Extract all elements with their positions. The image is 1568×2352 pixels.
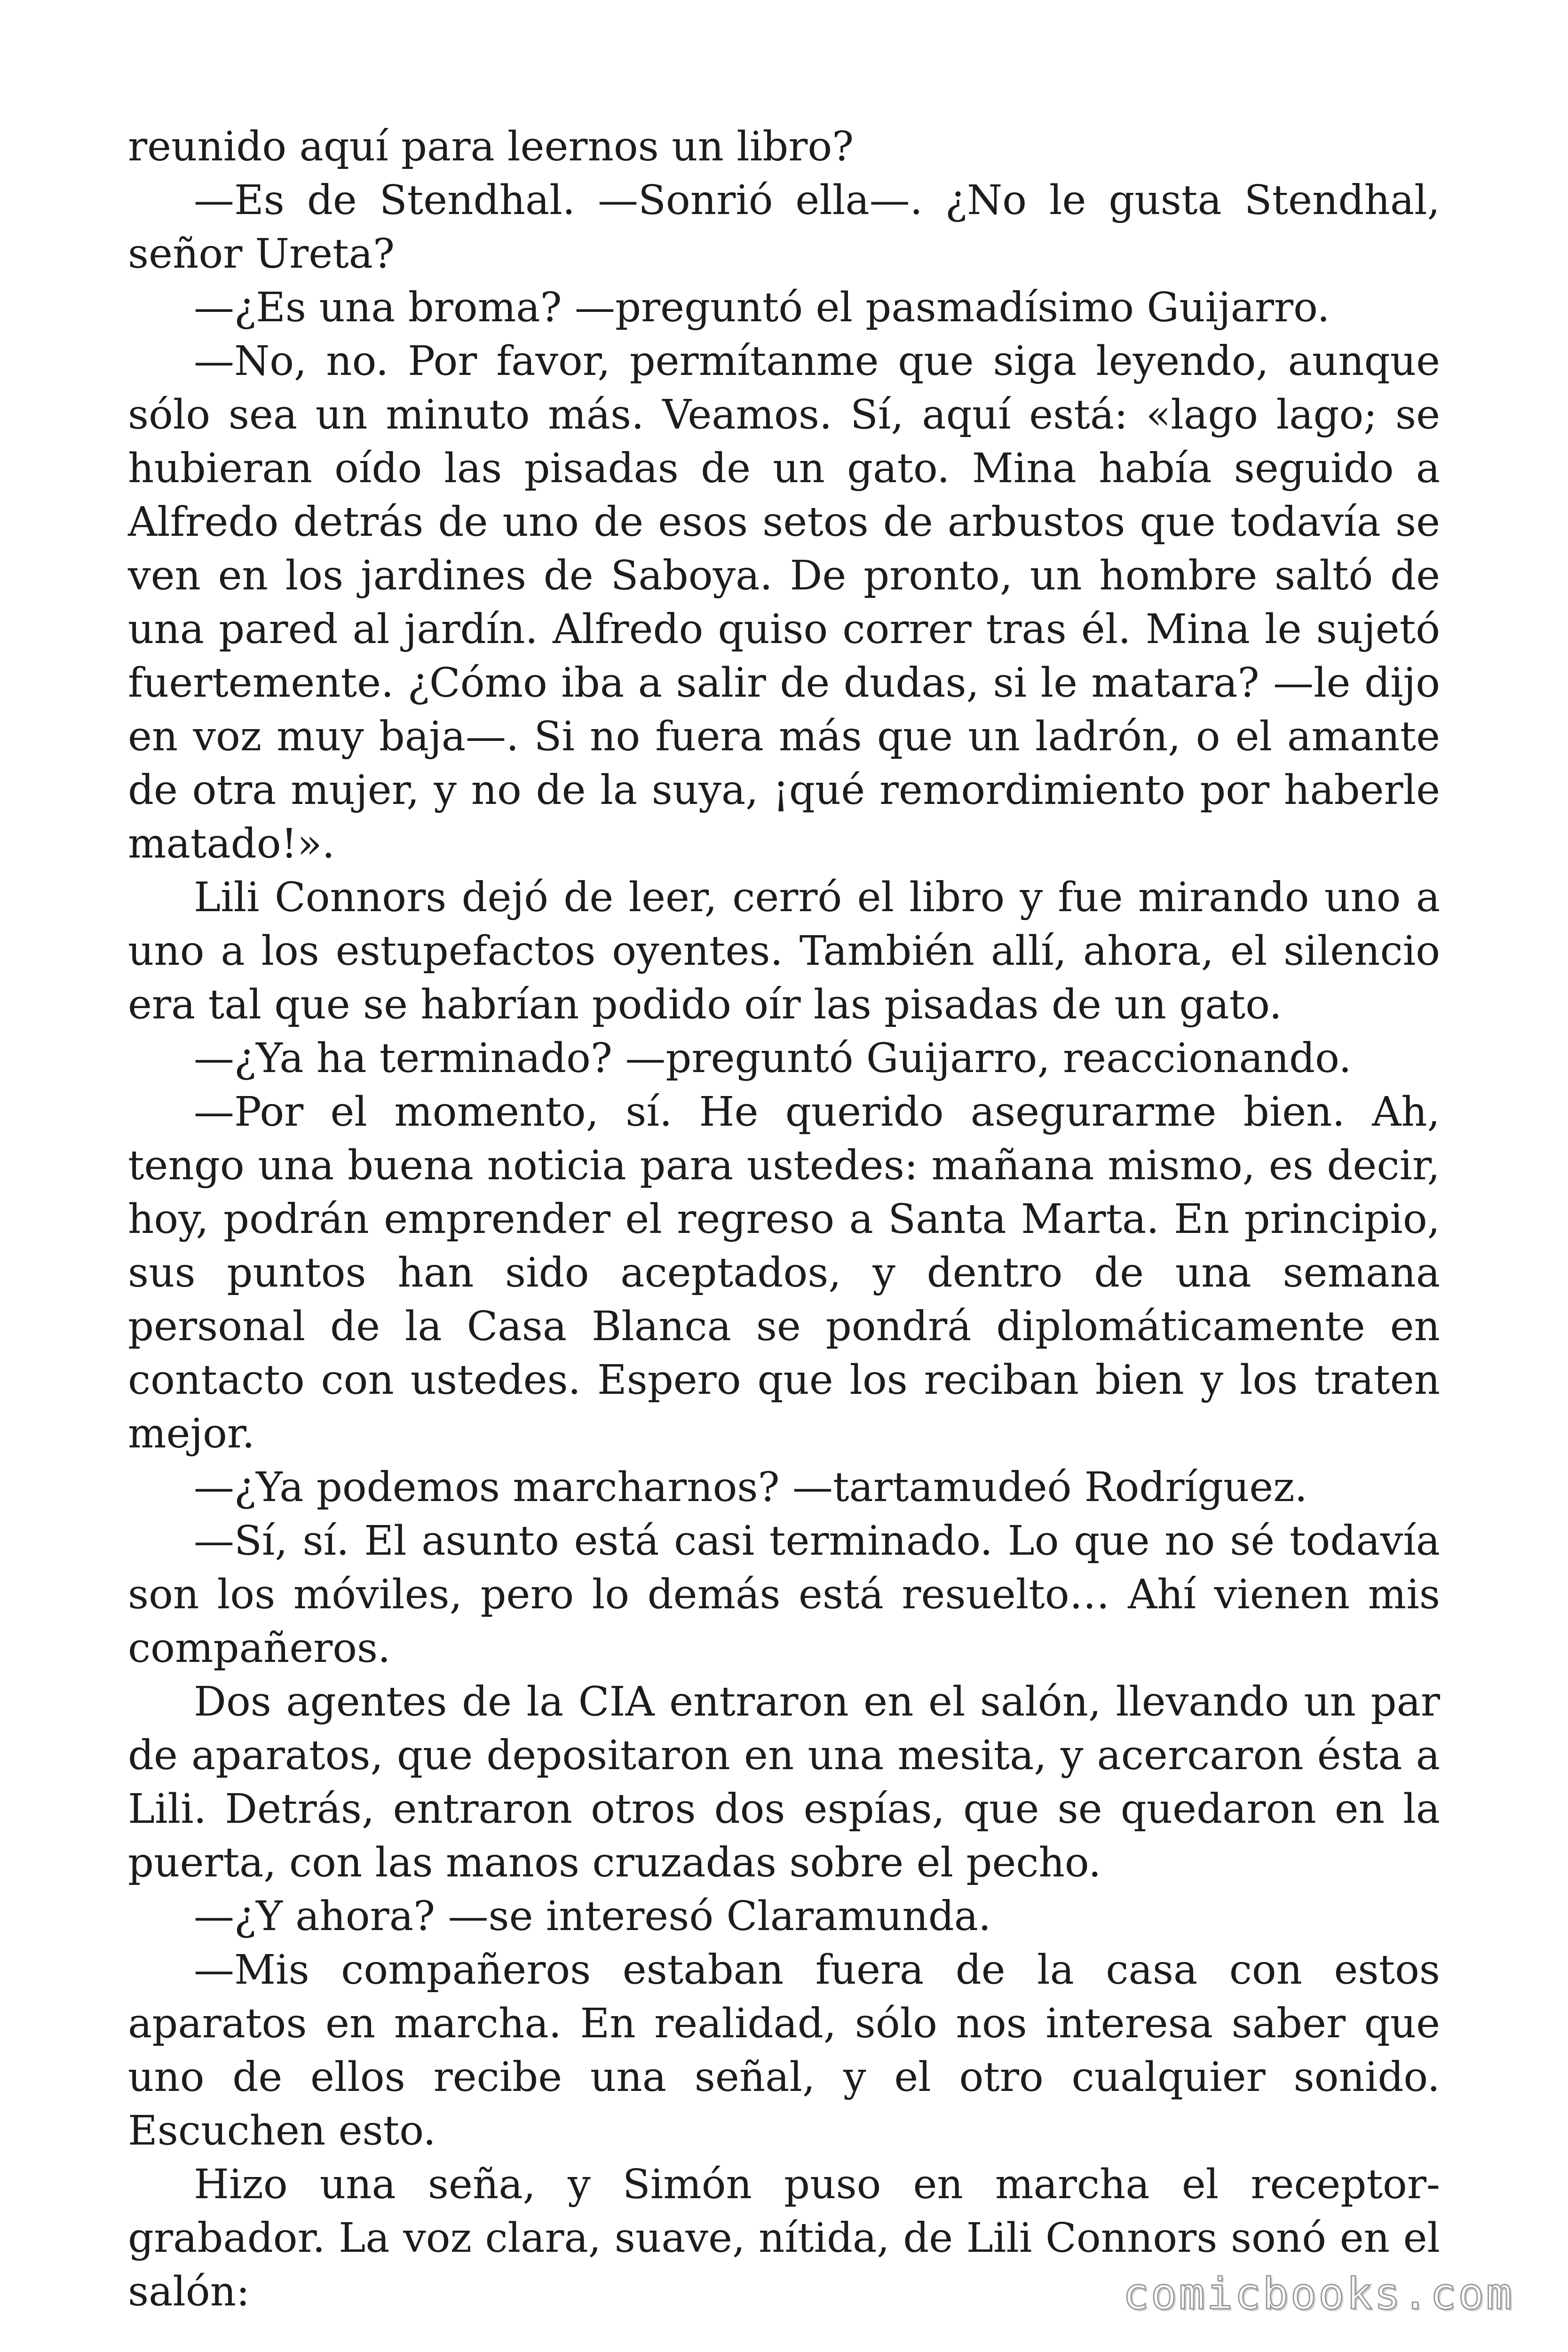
paragraph: —No, no. Por favor, permítanme que siga leyendo, aunque sólo sea un minuto más. Veamos. Sí, aquí está: «lago lago; se hubieran oído las pisadas de un gato. Mina había seguido a Alfredo detrás de uno de esos setos de arbustos que todavía se ven en los jardines de Saboya. De pronto, un hombre saltó de una pared al jardín. Alfredo quiso correr tras él. Mina le sujetó fuertemente. ¿Cómo iba a salir de dudas, si le matara? —le dijo en voz muy baja—. Si no fuera más que un ladrón, o el amante de otra mujer, y no de la suya, ¡qué remordimiento por haberle matado!». [128,338,1440,867]
paragraph: Dos agentes de la CIA entraron en el salón, llevando un par de aparatos, que depositaron en una mesita, y acercaron ésta a Lili. Detrás, entraron otros dos espías, que se quedaron en la puerta, con las manos cruzadas sobre el pecho. [128,1678,1440,1886]
paragraph: —¿Y ahora? —se interesó Claramunda. [194,1893,991,1940]
paragraph: reunido aquí para leernos un libro? [128,123,854,170]
paragraph: —Por el momento, sí. He querido asegurarme bien. Ah, tengo una buena noticia para ustedes: mañana mismo, es decir, hoy, podrán emprender el regreso a Santa Marta. En principio, sus puntos han sido aceptados, y dentro de una semana personal de la Casa Blanca se pondrá diplomáticamente en contacto con ustedes. Espero que los reciban bien y los traten mejor. [128,1089,1440,1457]
paragraph: Lili Connors dejó de leer, cerró el libro y fue mirando uno a uno a los estupefactos oyentes. También allí, ahora, el silencio era tal que se habrían podido oír las pisadas de un gato. [128,874,1440,1028]
paragraph: —¿Ya podemos marcharnos? —tartamudeó Rodríguez. [194,1464,1307,1511]
paragraph: —¿Es una broma? —preguntó el pasmadísimo Guijarro. [194,284,1330,331]
paragraph: —Mis compañeros estaban fuera de la casa con estos aparatos en marcha. En realidad, sólo nos interesa saber que uno de ellos recibe una señal, y el otro cualquier sonido. Escuchen esto. [128,1947,1440,2154]
paragraph: —Sí, sí. El asunto está casi terminado. Lo que no sé todavía son los móviles, pero lo demás está resuelto… Ahí vienen mis compañeros. [128,1518,1440,1672]
body-text [128,120,1440,2319]
paragraph: Hizo una seña, y Simón puso en marcha el receptor-grabador. La voz clara, suave, nítida, de Lili Connors sonó en el salón: [128,2161,1440,2315]
paragraph: —¿Ya ha terminado? —preguntó Guijarro, reaccionando. [194,1035,1352,1082]
watermark: comicbooks.com [1123,2269,1514,2319]
paragraph: —Es de Stendhal. —Sonrió ella—. ¿No le gusta Stendhal, señor Ureta? [128,177,1440,278]
